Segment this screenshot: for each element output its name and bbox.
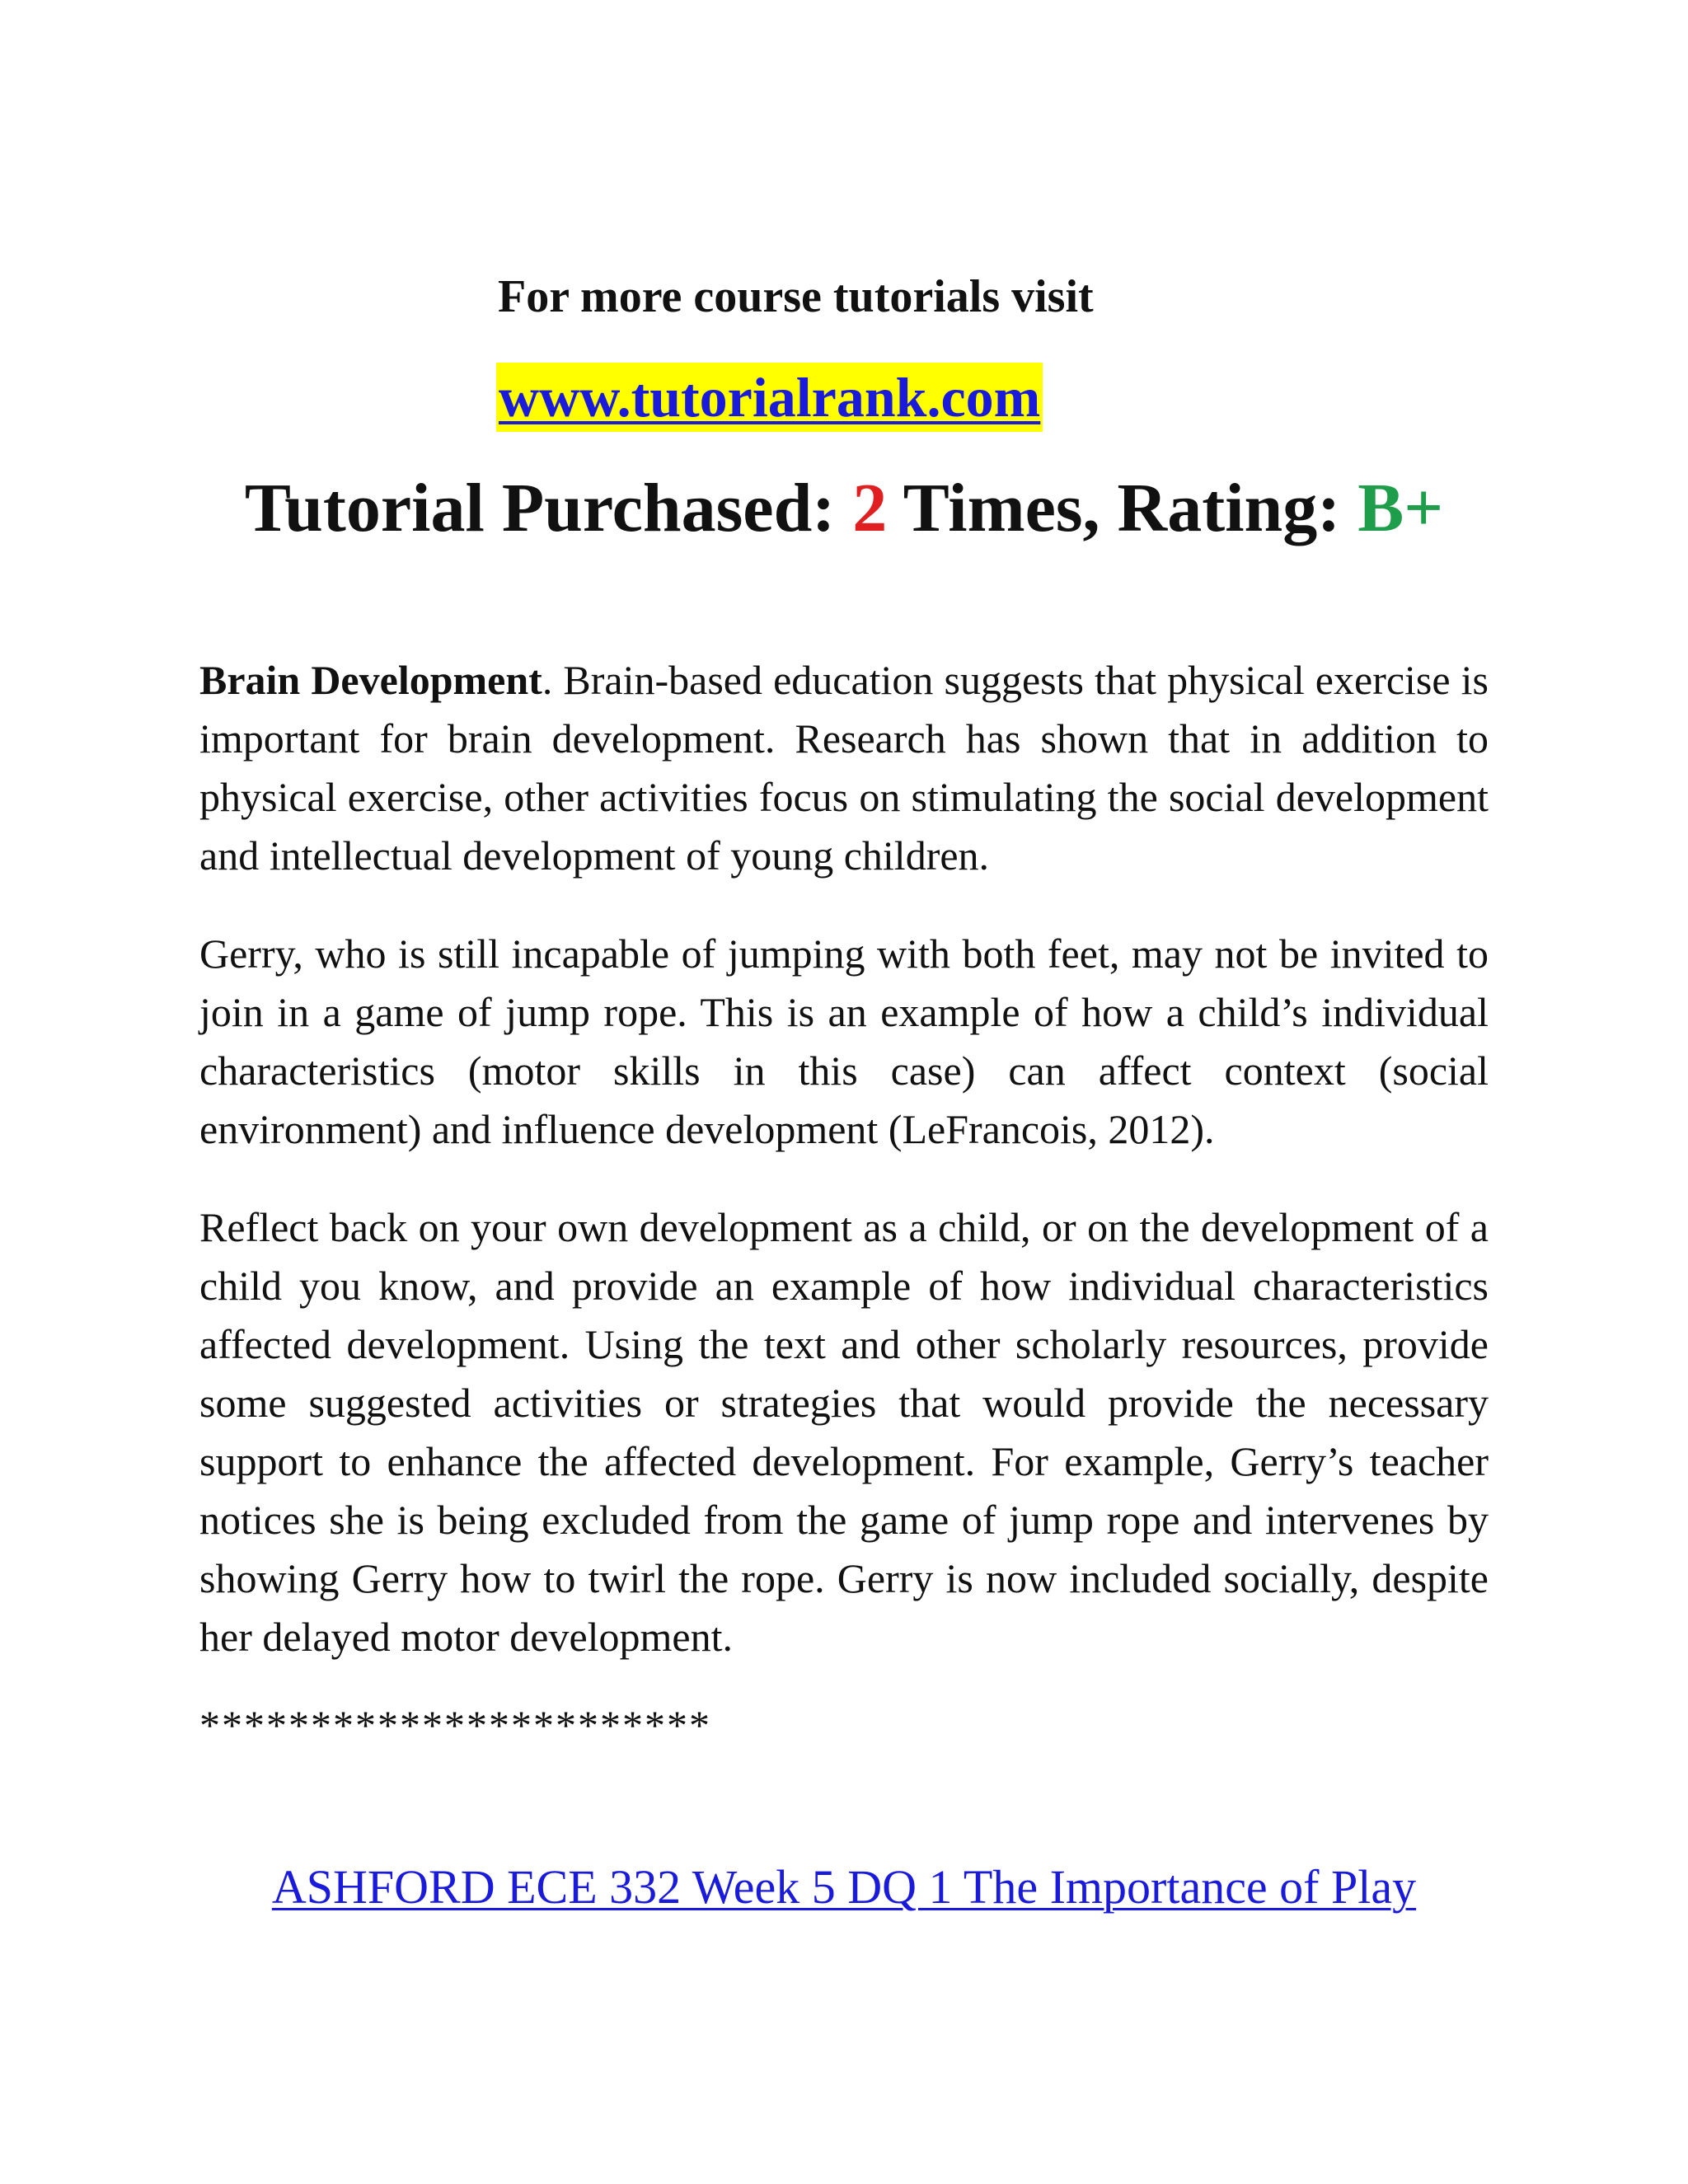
paragraph-text: . Brain-based education suggests that physical exercise is important for brain development. Research has shown that in addition to physical exercise, other activities focus on stimulating the social development and intellectual development of young children. [199,657,1489,879]
visit-prompt: For more course tutorials visit [498,271,1094,322]
separator-stars: *********************** [199,1702,711,1748]
purchase-rating-line [0,466,1688,551]
site-link[interactable]: www.tutorialrank.com [496,363,1043,432]
paragraph-gerry-example: Gerry, who is still incapable of jumping with both feet, may not be invited to join in a game of jump rope. This is an example of how a child’s individual characteristics (motor skills in this case) can affect context (social environment) and influence development (LeFrancois, 2012). [199,930,1489,1152]
paragraph-assignment: Reflect back on your own development as a child, or on the development of a child you know, and provide an example of how individual characteristics affected development. Using the text and other scholarly resources, provide some suggested activities or strategies that would provide the necessary support to enhance the affected development. For example, Gerry’s teacher notices she is being excluded from the game of jump rope and intervenes by showing Gerry how to twirl the rope. Gerry is now included socially, despite her delayed motor development. [199,1204,1489,1660]
body-text [199,651,1489,1755]
paragraph-heading: Brain Development [199,657,542,703]
rating-grade: B+ [1357,470,1444,546]
purchase-label: Tutorial Purchased: [244,470,853,546]
purchase-count: 2 [852,470,888,546]
rating-label: Times, Rating: [887,470,1358,546]
paragraph-brain-development [199,651,1489,885]
next-tutorial [0,1854,1688,1920]
next-tutorial-link[interactable]: ASHFORD ECE 332 Week 5 DQ 1 The Importance of Play [271,1860,1417,1914]
